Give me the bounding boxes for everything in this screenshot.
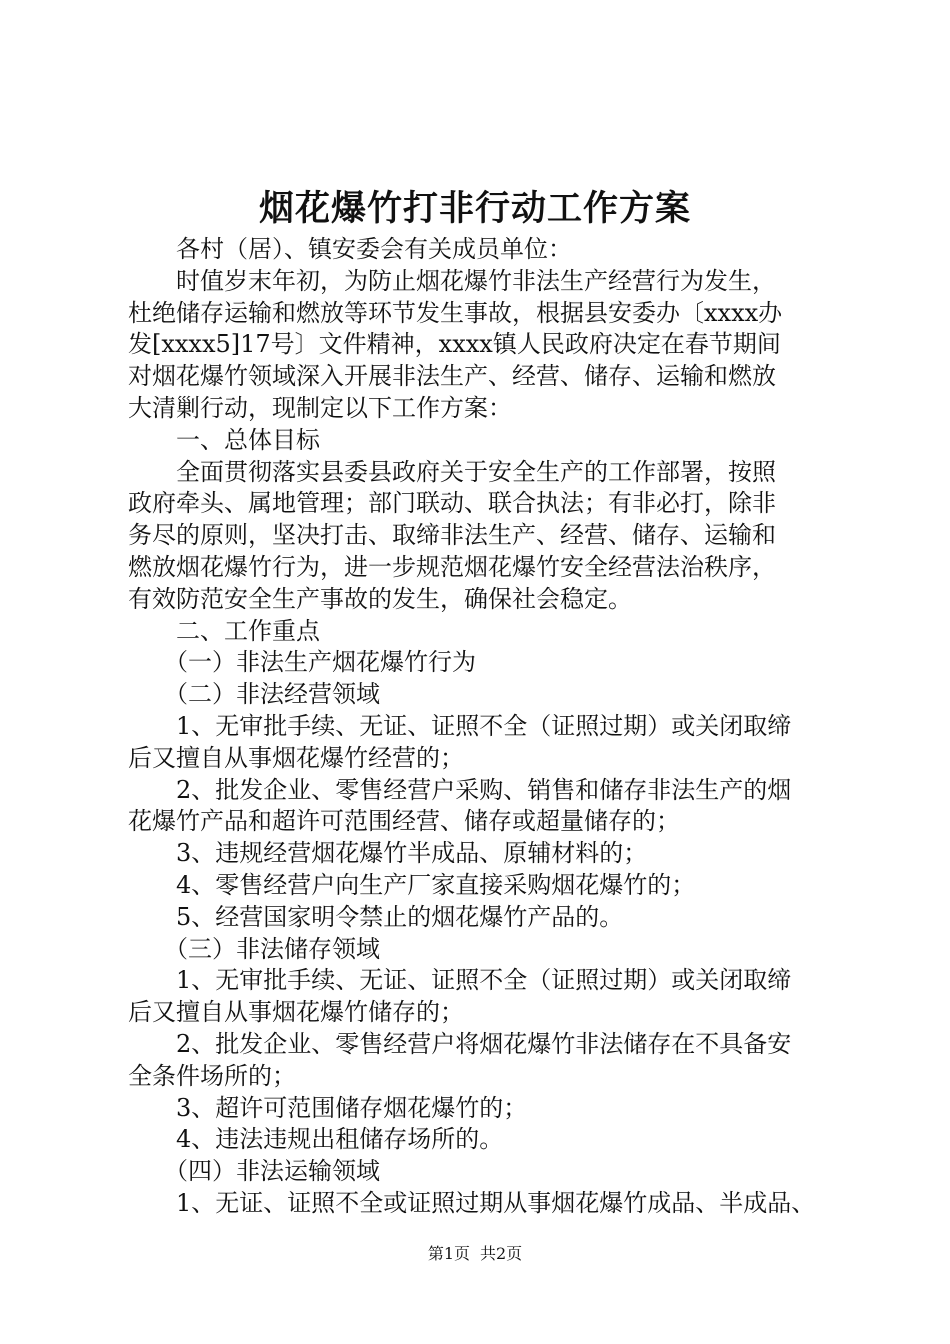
list-item: 后又擅自从事烟花爆竹经营的； — [128, 743, 464, 772]
subsection-heading: （一）非法生产烟花爆竹行为 — [128, 648, 476, 677]
page-total: 共2页 — [480, 1244, 523, 1263]
body-line: 杜绝储存运输和燃放等环节发生事故，根据县安委办〔xxxx办 — [128, 298, 783, 327]
body-line: 政府牵头、属地管理；部门联动、联合执法；有非必打，除非 — [128, 489, 776, 518]
list-item: 1、无证、证照不全或证照过期从事烟花爆竹成品、半成品、 — [128, 1188, 816, 1217]
subsection-heading: （四）非法运输领域 — [128, 1157, 380, 1186]
page-number: 第1页 — [427, 1244, 470, 1263]
list-item: 5、经营国家明令禁止的烟花爆竹产品的。 — [128, 902, 624, 931]
list-item: 1、无审批手续、无证、证照不全（证照过期）或关闭取缔 — [128, 966, 792, 995]
list-item: 2、批发企业、零售经营户将烟花爆竹非法储存在不具备安 — [128, 1029, 792, 1058]
document-body — [128, 234, 832, 1220]
list-item: 3、超许可范围储存烟花爆竹的； — [128, 1093, 528, 1122]
body-line: 时值岁末年初，为防止烟花爆竹非法生产经营行为发生， — [128, 266, 776, 295]
list-item: 4、违法违规出租储存场所的。 — [128, 1125, 504, 1154]
list-item: 2、批发企业、零售经营户采购、销售和储存非法生产的烟 — [128, 775, 792, 804]
subsection-heading: （三）非法储存领域 — [128, 934, 380, 963]
list-item: 后又擅自从事烟花爆竹储存的； — [128, 998, 464, 1027]
section-heading: 二、工作重点 — [128, 616, 320, 645]
body-line: 发[xxxx5]17号〕文件精神，xxxx镇人民政府决定在春节期间 — [128, 330, 781, 359]
body-line: 务尽的原则，坚决打击、取缔非法生产、经营、储存、运输和 — [128, 521, 776, 550]
body-line: 燃放烟花爆竹行为，进一步规范烟花爆竹安全经营法治秩序， — [128, 552, 776, 581]
list-item: 3、违规经营烟花爆竹半成品、原辅材料的； — [128, 839, 648, 868]
body-line: 对烟花爆竹领域深入开展非法生产、经营、储存、运输和燃放 — [128, 362, 776, 391]
list-item: 全条件场所的； — [128, 1061, 296, 1090]
list-item: 4、零售经营户向生产厂家直接采购烟花爆竹的； — [128, 870, 696, 899]
body-line: 大清剿行动，现制定以下工作方案： — [128, 393, 512, 422]
body-line: 有效防范安全生产事故的发生，确保社会稳定。 — [128, 584, 632, 613]
list-item: 1、无审批手续、无证、证照不全（证照过期）或关闭取缔 — [128, 711, 792, 740]
body-line: 各村（居）、镇安委会有关成员单位： — [128, 235, 572, 263]
body-line: 全面贯彻落实县委县政府关于安全生产的工作部署，按照 — [128, 457, 776, 486]
list-item: 花爆竹产品和超许可范围经营、储存或超量储存的； — [128, 807, 680, 836]
section-heading: 一、总体目标 — [128, 425, 320, 454]
document-title: 烟花爆竹打非行动工作方案 — [258, 188, 691, 229]
subsection-heading: （二）非法经营领域 — [128, 680, 380, 709]
page-footer — [0, 1242, 950, 1266]
